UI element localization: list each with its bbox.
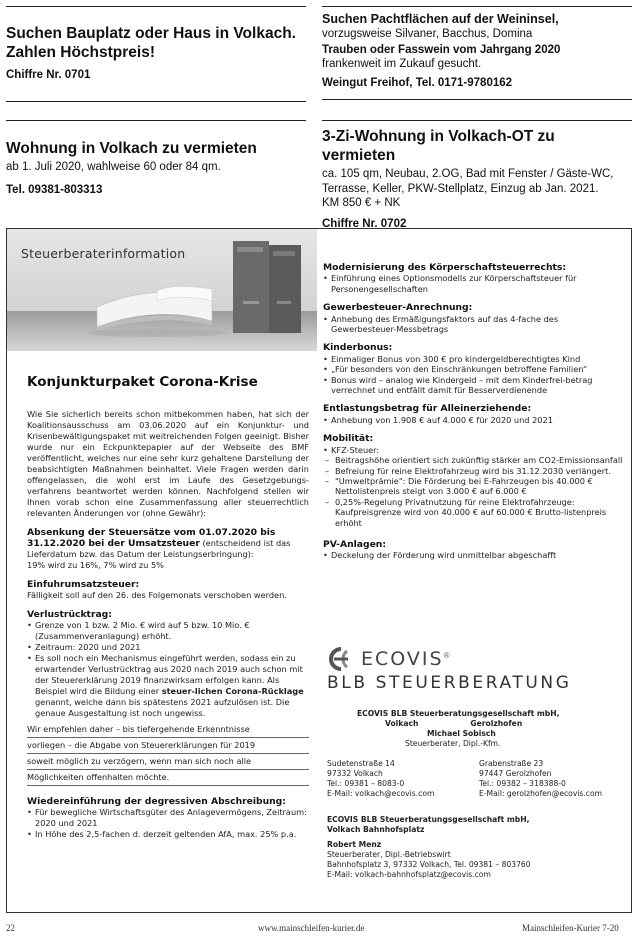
ad-text: Trauben oder Fasswein vom Jahrgang 2020 — [322, 43, 561, 56]
address-line: Bahnhofsplatz 3, 97332 Volkach, Tel. 09381 – 803760 — [327, 860, 531, 869]
recommendation-line: vorliegen – die Abgabe von Steuererklärungen für 2019 — [27, 738, 309, 754]
footer-url[interactable]: www.mainschleifen-kurier.de — [258, 923, 365, 933]
einfuhr-heading: Einfuhrumsatzsteuer: — [27, 579, 140, 590]
list-item-text: genannt, welche dann bis spätestens 2021 aufzulösen ist. Die genaue Ausgestaltung ist noch ungewiss. — [35, 697, 290, 718]
ad-3zi — [322, 120, 632, 231]
header-photo — [7, 229, 317, 351]
right-column — [323, 263, 625, 561]
list-item: • Anhebung des Ermäßigungsfaktors auf das 4-fache des Gewerbesteuer-Messbetrags — [323, 314, 625, 335]
person-name: Robert Menz — [327, 840, 382, 849]
entl-heading: Entlastungsbetrag für Alleinerziehende: — [323, 403, 532, 415]
address-gerolzhofen — [479, 759, 629, 799]
firm-location: Volkach — [385, 719, 419, 728]
list-item: • KFZ-Steuer: — [323, 445, 625, 455]
einfuhr-text: Fälligkeit soll auf den 26. des Folgemonats verschoben werden. — [27, 590, 287, 600]
office-bahnhofsplatz — [327, 815, 627, 880]
list-item: • Grenze von 1 bzw. 2 Mio. € wird auf 5 bzw. 10 Mio. € (Zusammenveranlagung) erhöht. — [27, 620, 309, 642]
dash-item: – 0,25%-Regelung Privatnutzung für reine Elektrofahrzeuge: Kaufpreisgrenze wird von 40.000 € auf 60.000 € Brutto-listenpreis erhöht — [323, 497, 625, 528]
firm-location: Gerolzhofen — [470, 719, 523, 728]
ad-title: Suchen Pachtflächen auf der Weininsel, — [322, 12, 559, 26]
ad-text: Terrasse, Keller, PKW-Stellplatz, Einzug ab Jan. 2021. — [322, 182, 599, 195]
firm-locations — [357, 719, 617, 729]
list-item: • Anhebung von 1.908 € auf 4.000 € für 2020 und 2021 — [323, 415, 625, 425]
ad-text: ab 1. Juli 2020, wahlweise 60 oder 84 qm. — [6, 161, 221, 173]
einfuhr-section — [27, 579, 309, 601]
address-phone: Tel.: 09381 – 8083-0 — [327, 779, 405, 788]
page-number: 22 — [6, 923, 15, 933]
list-item: • In Höhe des 2,5-fachen d. derzeit geltenden AfA, max. 25% p.a. — [27, 829, 309, 840]
ad-chiffre: Chiffre Nr. 0701 — [6, 69, 91, 81]
firm-name: ECOVIS BLB Steuerberatungsgesellschaft mbH, — [357, 709, 560, 718]
ust-section — [27, 527, 309, 571]
address-email[interactable]: E-Mail: volkach@ecovis.com — [327, 789, 435, 798]
recommendation-line: Wir empfehlen daher – bis tiefergehende Erkenntnisse — [27, 722, 309, 738]
list-item — [27, 653, 309, 719]
address-street: Sudetenstraße 14 — [327, 759, 395, 768]
tax-info-box — [6, 228, 632, 913]
list-item: • Einmaliger Bonus von 300 € pro kindergeldberechtigtes Kind — [323, 354, 625, 364]
divider — [322, 120, 632, 121]
list-item-text: Es soll noch ein Mechanismus eingeführt werden, sodass ein zu erwartender Verlustrücktrag aus 2020 nach 2019 auch schon mit der Steuererklärung 2019 finanzwirksam erfolgen kann. Als Beispiel wird die Bildung einer — [35, 653, 303, 696]
ad-title: Wohnung in Volkach zu vermieten — [6, 140, 257, 157]
address-volkach — [327, 759, 467, 799]
list-item: • Zeitraum: 2020 und 2021 — [27, 642, 309, 653]
firm-location: Volkach Bahnhofsplatz — [327, 825, 425, 834]
address-city: 97447 Gerolzhofen — [479, 769, 552, 778]
verlust-heading: Verlustrücktrag: — [27, 609, 112, 620]
ad-text: frankenweit im Zukauf gesucht. — [322, 58, 482, 70]
kind-heading: Kinderbonus: — [323, 342, 393, 354]
blb-wordmark: BLB STEUERBERATUNG — [327, 673, 572, 693]
divider — [6, 6, 306, 7]
verlust-section — [27, 609, 309, 786]
dash-item: – Befreiung für reine Elektrofahrzeug wird bis 31.12.2030 verlängert. — [323, 466, 625, 476]
header-title: Steuerberaterinformation — [21, 246, 186, 261]
list-item: • Deckelung der Förderung wird unmittelbar abgeschafft — [323, 550, 625, 560]
ecovis-mark-icon — [327, 647, 355, 671]
list-item: • Einführung eines Optionsmodells zur Körperschaftsteuer für Personengesellschaften — [323, 273, 625, 294]
ad-title: Suchen Bauplatz oder Haus in Volkach. — [6, 25, 296, 42]
list-item: • „Für besonders von den Einschränkungen betroffene Familien“ — [323, 364, 625, 374]
address-street: Grabenstraße 23 — [479, 759, 544, 768]
address-city: 97332 Volkach — [327, 769, 383, 778]
ad-wohnung — [6, 120, 306, 197]
degr-section — [27, 796, 309, 840]
dash-item: – Beitragshöhe orientiert sich zukünftig stärker am CO2-Emissionsanfall — [323, 455, 625, 465]
ad-title: 3-Zi-Wohnung in Volkach-OT zu vermieten — [322, 128, 555, 164]
pv-heading: PV-Anlagen: — [323, 538, 387, 550]
article-title: Konjunkturpaket Corona-Krise — [27, 374, 258, 390]
list-item: • Bonus wird – analog wie Kindergeld – mit dem Kinderfrei-betrag verrechnet und entfällt damit für Besserverdienende — [323, 375, 625, 396]
ad-text: ca. 105 qm, Neubau, 2.OG, Bad mit Fenster / Gäste-WC, — [322, 168, 614, 180]
ecovis-wordmark: ECOVIS — [361, 648, 444, 670]
ust-text: (entscheidend ist das Lieferdatum bzw. das Datum der Leistungserbringung): — [27, 538, 291, 559]
ad-text: KM 850 € + NK — [322, 197, 401, 209]
ad-title: Zahlen Höchstpreis! — [6, 44, 155, 61]
recommendation-line: soweit möglich zu verzögern, wenn man sich noch alle — [27, 754, 309, 770]
ad-contact: Tel. 09381-803313 — [6, 183, 103, 196]
divider — [322, 6, 632, 7]
address-email[interactable]: E-Mail: gerolzhofen@ecovis.com — [479, 789, 603, 798]
recommendation — [27, 722, 309, 786]
ad-chiffre: Chiffre Nr. 0702 — [322, 217, 407, 230]
ad-contact: Weingut Freihof, Tel. 0171-9780162 — [322, 76, 513, 89]
registered-mark-icon: ® — [443, 650, 450, 660]
koerp-heading: Modernisierung des Körperschaftsteuerrechts: — [323, 262, 567, 273]
person-title: Steuerberater, Dipl.-Betriebswirt — [327, 850, 451, 859]
ad-text: vorzugsweise Silvaner, Bacchus, Domina — [322, 28, 533, 40]
ecovis-logo — [327, 647, 627, 693]
recommendation-line: Möglichkeiten offenhalten möchte. — [27, 770, 309, 786]
ust-heading: Absenkung der Steuersätze vom 01.07.2020 bis 31.12.2020 bei der Umsatzsteuer — [27, 527, 276, 549]
person-title: Steuerberater, Dipl.-Kfm. — [405, 739, 501, 748]
intro-paragraph: Wie Sie sicherlich bereits schon mitbekommen haben, hat sich der Koalitionsausschuss am 03.06.2020 auf ein Konjunktur- und Krisenbewältigungspaket mit weitreichenden Folgen geeinigt. Bisher wurde nur ein Eckpunktepapier auf der Webseite des BMF veröffentlicht, welches nur eine sehr kurz gehaltene Darstellung der beabsichtigten Maßnahmen beinhaltet. Viele Fragen werden darin offengelassen, die wohl erst im Laufe des Gesetzgebungs-verfahrens beantwortet werden können. Nachfolgend stellen wir Ihnen vorab schon eine Zusammenfassung aller steuerrechtlich relevanten Änderungen vor (ohne Gewähr): — [27, 409, 309, 518]
left-column — [27, 374, 309, 840]
office-block — [357, 709, 617, 749]
ad-pacht — [322, 6, 632, 100]
dash-item: – "Umweltprämie": Die Förderung bei E-Fahrzeugen bis 40.000 € Nettolistenpreis steigt von 3.000 € auf 6.000 € — [323, 476, 625, 497]
ad-bauplatz — [6, 6, 306, 102]
degr-heading: Wiedereinführung der degressiven Abschreibung: — [27, 796, 286, 807]
address-email[interactable]: E-Mail: volkach-bahnhofsplatz@ecovis.com — [327, 870, 491, 879]
address-phone: Tel.: 09382 – 318388-0 — [479, 779, 566, 788]
firm-name: ECOVIS BLB Steuerberatungsgesellschaft mbH, — [327, 815, 530, 824]
divider — [322, 99, 632, 100]
divider — [6, 120, 306, 121]
gew-heading: Gewerbesteuer-Anrechnung: — [323, 302, 473, 314]
person-name: Michael Sobisch — [427, 729, 496, 738]
ust-rates: 19% wird zu 16%, 7% wird zu 5% — [27, 560, 164, 570]
mob-heading: Mobilität: — [323, 433, 374, 445]
list-item: • Für bewegliche Wirtschaftsgüter des Anlagevermögens, Zeitraum: 2020 und 2021 — [27, 807, 309, 829]
divider — [6, 101, 306, 102]
footer-issue: Mainschleifen-Kurier 7-20 — [522, 923, 619, 933]
list-item-bold: steuer-lichen Corona-Rücklage — [161, 686, 304, 696]
